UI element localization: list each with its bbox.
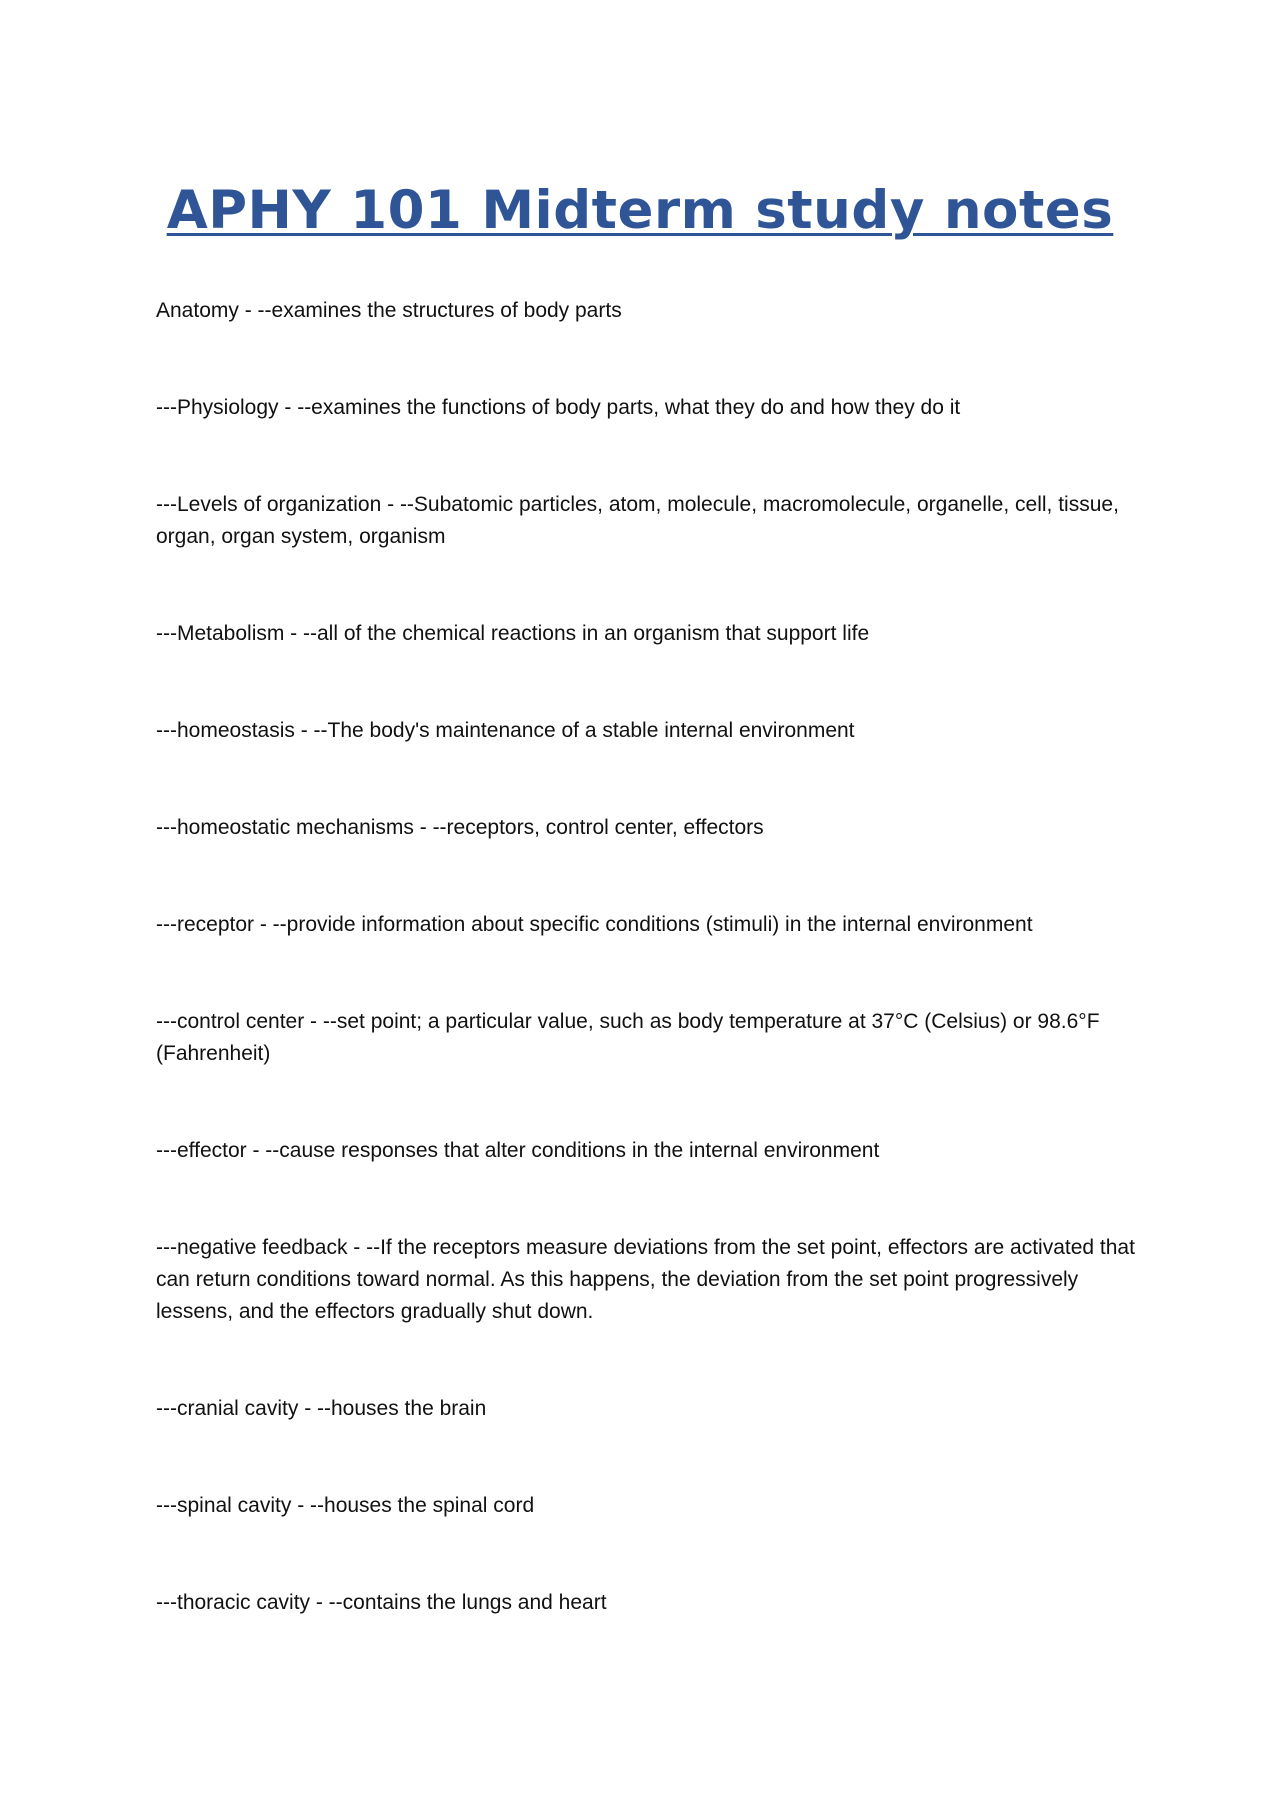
note-item: ---homeostasis - --The body's maintenance of a stable internal environment xyxy=(156,719,855,742)
note-item: ---negative feedback - --If the receptors measure deviations from the set point, effectors are activated that can return conditions toward normal. As this happens, the deviation from the set point progressively lessens, and the effectors gradually shut down. xyxy=(156,1236,1135,1323)
note-item: ---effector - --cause responses that alter conditions in the internal environment xyxy=(156,1139,880,1162)
note-item: ---receptor - --provide information about specific conditions (stimuli) in the internal environment xyxy=(156,913,1033,936)
note-item: ---Levels of organization - --Subatomic particles, atom, molecule, macromolecule, organelle, cell, tissue, organ, organ system, organism xyxy=(156,493,1119,548)
note-item: ---thoracic cavity - --contains the lungs and heart xyxy=(156,1591,607,1614)
notes-list xyxy=(156,295,1136,1684)
note-item: ---control center - --set point; a particular value, such as body temperature at 37°C (Celsius) or 98.6°F (Fahrenheit) xyxy=(156,1010,1100,1065)
note-item: ---homeostatic mechanisms - --receptors, control center, effectors xyxy=(156,816,764,839)
page-title: APHY 101 Midterm study notes xyxy=(166,180,1114,241)
note-item: ---spinal cavity - --houses the spinal cord xyxy=(156,1494,535,1517)
note-item: ---Metabolism - --all of the chemical reactions in an organism that support life xyxy=(156,622,870,645)
note-item: Anatomy - --examines the structures of body parts xyxy=(156,299,622,322)
note-item: ---Physiology - --examines the functions of body parts, what they do and how they do it xyxy=(156,396,961,419)
note-item: ---cranial cavity - --houses the brain xyxy=(156,1397,487,1420)
